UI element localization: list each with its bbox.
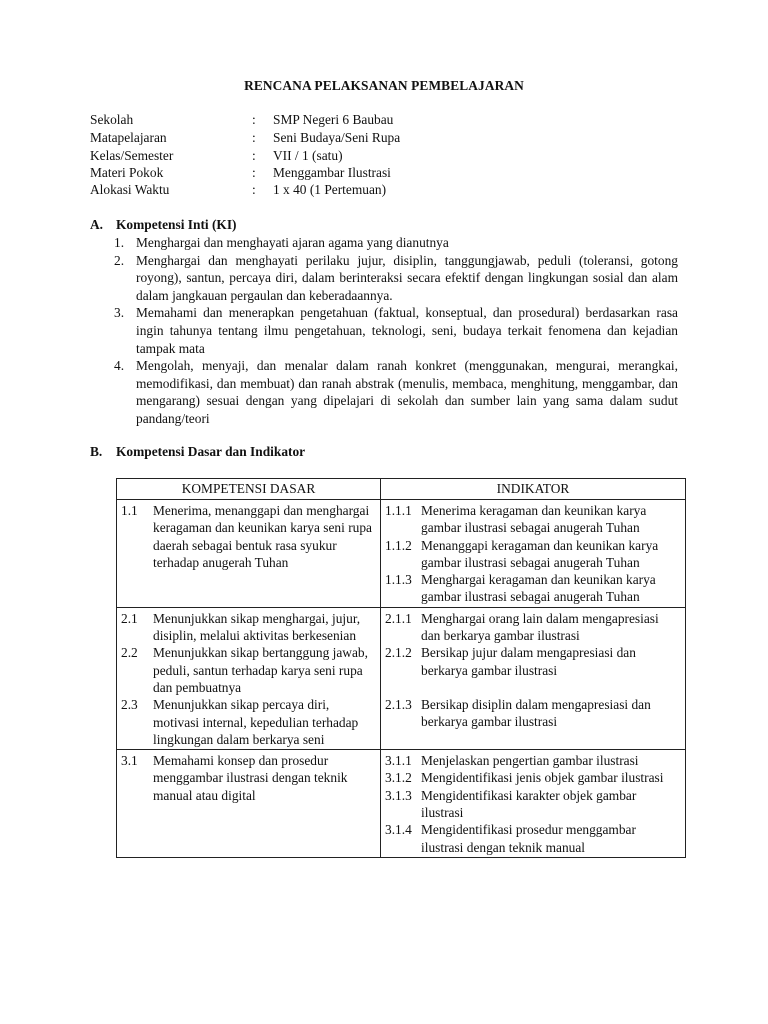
kd-code: 1.1 bbox=[121, 503, 138, 518]
kompetensi-table bbox=[116, 478, 686, 858]
table-row bbox=[117, 607, 686, 749]
list-item bbox=[114, 357, 678, 427]
list-text: Mengolah, menyaji, dan menalar dalam ranah konkret (menggunakan, mengurai, merangkai, memodifikasi, dan membuat) dan ranah abstrak (menulis, membaca, menghitung, menggambar, dan mengarang) sesuai dengan yang dipelajari di sekolah dan sumber lain yang sama dalam sudut pandang/teori bbox=[136, 358, 678, 426]
kd-text: Memahami konsep dan prosedur menggambar ilustrasi dengan teknik manual atau digital bbox=[153, 753, 348, 803]
kd-entry bbox=[121, 752, 376, 804]
list-text: Menghargai dan menghayati ajaran agama yang dianutnya bbox=[136, 235, 449, 250]
kd-text: Menunjukkan sikap percaya diri, motivasi internal, kepedulian terhadap lingkungan dalam berkarya seni bbox=[153, 697, 359, 747]
kd-text: Menunjukkan sikap bertanggung jawab, peduli, santun terhadap karya seni rupa dan pembuatnya bbox=[153, 645, 368, 695]
section-letter: A. bbox=[90, 217, 104, 232]
table-row bbox=[117, 750, 686, 858]
table-cell-kd bbox=[117, 750, 381, 858]
kompetensi-inti-list bbox=[114, 234, 678, 428]
identity-label: Matapelajaran bbox=[90, 130, 167, 145]
indikator-code: 3.1.3 bbox=[385, 787, 412, 803]
identity-value: SMP Negeri 6 Baubau bbox=[273, 112, 394, 127]
section-a-heading bbox=[90, 216, 237, 233]
kd-text: Menerima, menanggapi dan menghargai keragaman dan keunikan karya seni rupa daerah sebagai bentuk rasa syukur terhadap anugerah Tuhan bbox=[153, 503, 372, 570]
indikator-text: Menghargai keragaman dan keunikan karya gambar ilustrasi sebagai anugerah Tuhan bbox=[421, 572, 656, 605]
indikator-text: Mengidentifikasi karakter objek gambar ilustrasi bbox=[421, 787, 637, 821]
kd-entry bbox=[121, 644, 376, 696]
kd-code: 2.2 bbox=[121, 645, 138, 661]
list-text: Memahami dan menerapkan pengetahuan (faktual, konseptual, dan prosedural) berdasarkan rasa ingin tahunya tentang ilmu pengetahuan, teknologi, seni, budaya terkait fenomena dan kejadian tampak mata bbox=[136, 305, 678, 356]
section-title: Kompetensi Dasar dan Indikator bbox=[116, 444, 306, 459]
kd-code: 2.1 bbox=[121, 610, 138, 626]
indikator-text: Bersikap disiplin dalam mengapresiasi dan berkarya gambar ilustrasi bbox=[421, 696, 651, 730]
list-item bbox=[114, 252, 678, 305]
indikator-code: 3.1.4 bbox=[385, 822, 412, 838]
list-text: Menghargai dan menghayati perilaku jujur, disiplin, tanggungjawab, peduli (toleransi, gotong royong), santun, percaya diri, dalam berinteraksi secara efektif dengan lingkungan sosial dan alam dalam jangkauan pergaulan dan keberadaannya. bbox=[136, 252, 678, 303]
list-number: 3. bbox=[114, 305, 125, 321]
section-letter: B. bbox=[90, 444, 103, 459]
indikator-text: Mengidentifikasi jenis objek gambar ilustrasi bbox=[421, 770, 664, 786]
indikator-code: 1.1.2 bbox=[385, 537, 412, 553]
indikator-code: 3.1.1 bbox=[385, 753, 412, 769]
identity-value: 1 x 40 (1 Pertemuan) bbox=[273, 182, 387, 197]
identity-value: Menggambar Ilustrasi bbox=[273, 165, 391, 180]
indikator-entry bbox=[385, 644, 681, 679]
identity-value: Seni Budaya/Seni Rupa bbox=[273, 130, 401, 145]
indikator-entry bbox=[385, 821, 681, 856]
indikator-text: Menghargai orang lain dalam mengapresiasi dan berkarya gambar ilustrasi bbox=[421, 610, 659, 644]
indikator-code: 2.1.3 bbox=[385, 696, 412, 712]
indikator-text: Bersikap jujur dalam mengapresiasi dan berkarya gambar ilustrasi bbox=[421, 645, 636, 678]
indikator-code: 3.1.2 bbox=[385, 770, 412, 786]
section-b-heading bbox=[90, 443, 305, 460]
indikator-text: Menjelaskan pengertian gambar ilustrasi bbox=[421, 753, 639, 769]
indikator-code: 2.1.2 bbox=[385, 645, 412, 661]
indikator-entry bbox=[385, 502, 681, 537]
indikator-text: Mengidentifikasi prosedur menggambar ilustrasi dengan teknik manual bbox=[421, 822, 636, 855]
table-header-cell: KOMPETENSI DASAR bbox=[117, 479, 381, 500]
kd-entry bbox=[121, 610, 376, 645]
kd-text: Menunjukkan sikap menghargai, jujur, disiplin, melalui aktivitas berkesenian bbox=[153, 610, 361, 644]
indikator-entry bbox=[385, 769, 681, 786]
identity-label: Sekolah bbox=[90, 112, 134, 127]
table-cell-kd bbox=[117, 500, 381, 608]
indikator-entry bbox=[385, 571, 681, 606]
indikator-entry bbox=[385, 787, 681, 822]
spacer bbox=[385, 679, 681, 696]
table-row bbox=[117, 500, 686, 608]
indikator-code: 2.1.1 bbox=[385, 610, 412, 626]
list-number: 4. bbox=[114, 358, 125, 374]
identity-value: VII / 1 (satu) bbox=[273, 148, 343, 163]
list-number: 1. bbox=[114, 235, 125, 250]
identity-colon: : bbox=[252, 130, 256, 145]
section-title: Kompetensi Inti (KI) bbox=[116, 217, 237, 232]
table-cell-indikator bbox=[381, 500, 686, 608]
indikator-entry bbox=[385, 537, 681, 572]
table-header-row bbox=[117, 479, 686, 500]
kd-code: 2.3 bbox=[121, 697, 138, 713]
indikator-entry bbox=[385, 752, 681, 769]
list-item bbox=[114, 304, 678, 357]
list-item bbox=[114, 234, 678, 252]
indikator-text: Menerima keragaman dan keunikan karya gambar ilustrasi sebagai anugerah Tuhan bbox=[421, 503, 647, 536]
indikator-code: 1.1.3 bbox=[385, 572, 412, 588]
list-number: 2. bbox=[114, 252, 125, 268]
indikator-code: 1.1.1 bbox=[385, 503, 412, 518]
indikator-entry bbox=[385, 610, 681, 645]
indikator-entry bbox=[385, 696, 681, 731]
table-cell-indikator bbox=[381, 607, 686, 749]
identity-colon: : bbox=[252, 165, 256, 180]
identity-label: Kelas/Semester bbox=[90, 148, 174, 163]
identity-colon: : bbox=[252, 148, 256, 163]
identity-label: Alokasi Waktu bbox=[90, 182, 170, 197]
kd-entry bbox=[121, 502, 376, 571]
identity-colon: : bbox=[252, 112, 256, 127]
document-title: RENCANA PELAKSANAN PEMBELAJARAN bbox=[244, 78, 524, 93]
table-cell-kd bbox=[117, 607, 381, 749]
indikator-text: Menanggapi keragaman dan keunikan karya gambar ilustrasi sebagai anugerah Tuhan bbox=[421, 537, 659, 570]
table-cell-indikator bbox=[381, 750, 686, 858]
table-header-cell: INDIKATOR bbox=[381, 479, 686, 500]
kd-code: 3.1 bbox=[121, 753, 138, 769]
kd-entry bbox=[121, 696, 376, 748]
identity-label: Materi Pokok bbox=[90, 165, 164, 180]
identity-colon: : bbox=[252, 182, 256, 197]
